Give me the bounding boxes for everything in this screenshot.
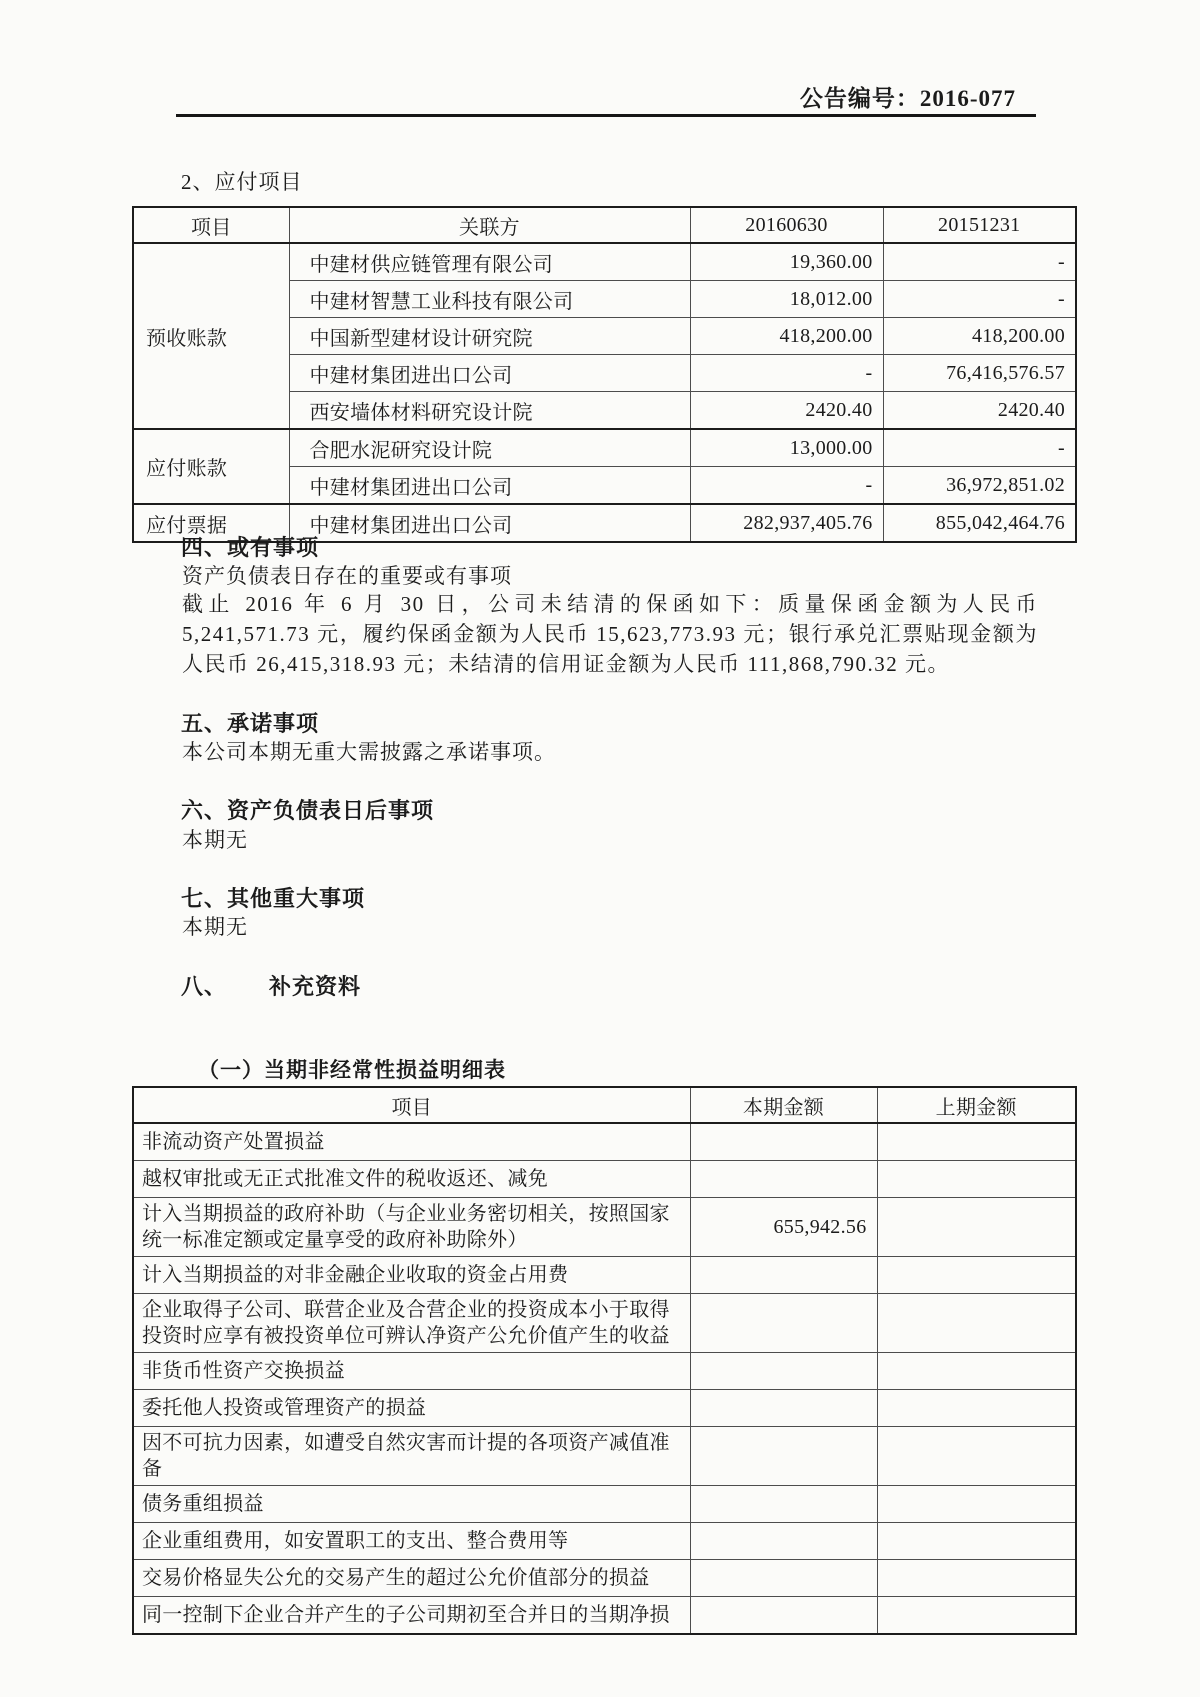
column-header: 项目 <box>133 1087 690 1123</box>
related-party-cell: 中建材集团进出口公司 <box>289 467 690 505</box>
amount-20151231-cell: - <box>883 281 1076 318</box>
section5-paragraph-1: 本公司本期无重大需披露之承诺事项。 <box>182 740 556 764</box>
current-period-amount-cell <box>690 1523 877 1560</box>
non-recurring-table-row <box>133 1161 1076 1198</box>
item-group-label: 应付票据 <box>133 504 289 542</box>
amount-20151231-cell: 76,416,576.57 <box>883 355 1076 392</box>
item-description-cell: 计入当期损益的对非金融企业收取的资金占用费 <box>133 1257 690 1294</box>
non-recurring-table-row <box>133 1198 1076 1257</box>
current-period-amount-cell <box>690 1390 877 1427</box>
non-recurring-table-row <box>133 1257 1076 1294</box>
item-description-cell: 越权审批或无正式批准文件的税收返还、减免 <box>133 1161 690 1198</box>
column-header: 上期金额 <box>877 1087 1076 1123</box>
prior-period-amount-cell <box>877 1390 1076 1427</box>
item-description-cell: 因不可抗力因素，如遭受自然灾害而计提的各项资产减值准备 <box>133 1427 690 1486</box>
amount-20160630-cell: - <box>690 355 883 392</box>
section7-paragraph-1: 本期无 <box>182 915 248 939</box>
item-description-cell: 企业重组费用，如安置职工的支出、整合费用等 <box>133 1523 690 1560</box>
amount-20151231-cell: 2420.40 <box>883 392 1076 430</box>
prior-period-amount-cell <box>877 1294 1076 1353</box>
prior-period-amount-cell <box>877 1161 1076 1198</box>
related-party-cell: 西安墙体材料研究设计院 <box>289 392 690 430</box>
header-row <box>133 1087 1076 1123</box>
section4-paragraph-2: 截止 2016 年 6 月 30 日，公司未结清的保函如下：质量保函金额为人民币 5,241,571.73 元，履约保函金额为人民币 15,623,773.93 元；银行承兑汇票贴现金额为人民币 26,415,318.93 元；未结清的信用证金额为人民币 111,868,790.32 元。 <box>182 592 1038 676</box>
current-period-amount-cell <box>690 1427 877 1486</box>
prior-period-amount-cell <box>877 1353 1076 1390</box>
header-rule <box>176 114 1036 117</box>
item-group-label: 应付账款 <box>133 429 289 504</box>
amount-20160630-cell: 418,200.00 <box>690 318 883 355</box>
amount-20160630-cell: - <box>690 467 883 505</box>
current-period-amount-cell <box>690 1486 877 1523</box>
current-period-amount-cell <box>690 1560 877 1597</box>
amount-20151231-cell: 36,972,851.02 <box>883 467 1076 505</box>
related-party-cell: 中国新型建材设计研究院 <box>289 318 690 355</box>
prior-period-amount-cell <box>877 1486 1076 1523</box>
section7-heading: 七、其他重大事项 <box>181 886 366 911</box>
amount-20151231-cell: - <box>883 243 1076 281</box>
current-period-amount-cell <box>690 1597 877 1635</box>
payables-table-row <box>133 243 1076 281</box>
non-recurring-items-table <box>132 1086 1077 1635</box>
payables-table <box>132 206 1077 543</box>
column-header: 20151231 <box>883 207 1076 243</box>
section6-heading: 六、资产负债表日后事项 <box>181 798 435 823</box>
related-party-cell: 中建材集团进出口公司 <box>289 355 690 392</box>
related-party-cell: 中建材供应链管理有限公司 <box>289 243 690 281</box>
current-period-amount-cell <box>690 1353 877 1390</box>
section4-paragraph-1: 资产负债表日存在的重要或有事项 <box>182 564 512 588</box>
doc-number: 公告编号：2016-077 <box>799 86 1016 111</box>
payables-table-row <box>133 429 1076 467</box>
non-recurring-table-body <box>133 1123 1076 1634</box>
prior-period-amount-cell <box>877 1560 1076 1597</box>
section8-number: 八、 <box>181 974 228 999</box>
related-party-cell: 合肥水泥研究设计院 <box>289 429 690 467</box>
header-row <box>133 207 1076 243</box>
prior-period-amount-cell <box>877 1198 1076 1257</box>
non-recurring-table-row <box>133 1427 1076 1486</box>
item-description-cell: 企业取得子公司、联营企业及合营企业的投资成本小于取得投资时应享有被投资单位可辨认净资产公允价值产生的收益 <box>133 1294 690 1353</box>
section6-paragraph-1: 本期无 <box>182 828 248 852</box>
payables-table-header <box>133 207 1076 243</box>
non-recurring-table-row <box>133 1560 1076 1597</box>
non-recurring-table-header <box>133 1087 1076 1123</box>
section4-heading: 四、或有事项 <box>181 535 320 560</box>
item-description-cell: 债务重组损益 <box>133 1486 690 1523</box>
item-description-cell: 同一控制下企业合并产生的子公司期初至合并日的当期净损 <box>133 1597 690 1635</box>
current-period-amount-cell <box>690 1257 877 1294</box>
prior-period-amount-cell <box>877 1427 1076 1486</box>
non-recurring-table-row <box>133 1294 1076 1353</box>
non-recurring-table-row <box>133 1486 1076 1523</box>
related-party-cell: 中建材集团进出口公司 <box>289 504 690 542</box>
payables-table-body <box>133 243 1076 542</box>
current-period-amount-cell <box>690 1161 877 1198</box>
item-description-cell: 委托他人投资或管理资产的损益 <box>133 1390 690 1427</box>
non-recurring-table-row <box>133 1597 1076 1635</box>
section8-subtitle: （一）当期非经常性损益明细表 <box>198 1058 506 1082</box>
amount-20151231-cell: 418,200.00 <box>883 318 1076 355</box>
prior-period-amount-cell <box>877 1257 1076 1294</box>
payables-section-title: 2、应付项目 <box>181 170 303 194</box>
amount-20160630-cell: 19,360.00 <box>690 243 883 281</box>
amount-20160630-cell: 18,012.00 <box>690 281 883 318</box>
item-description-cell: 交易价格显失公允的交易产生的超过公允价值部分的损益 <box>133 1560 690 1597</box>
amount-20160630-cell: 282,937,405.76 <box>690 504 883 542</box>
section5-heading: 五、承诺事项 <box>181 711 320 736</box>
amount-20151231-cell: - <box>883 429 1076 467</box>
non-recurring-table-row <box>133 1353 1076 1390</box>
section8-heading <box>181 970 361 1001</box>
section8-title: 补充资料 <box>269 974 362 999</box>
non-recurring-table-row <box>133 1123 1076 1161</box>
column-header: 20160630 <box>690 207 883 243</box>
amount-20151231-cell: 855,042,464.76 <box>883 504 1076 542</box>
item-description-cell: 非流动资产处置损益 <box>133 1123 690 1161</box>
prior-period-amount-cell <box>877 1123 1076 1161</box>
non-recurring-table-row <box>133 1523 1076 1560</box>
prior-period-amount-cell <box>877 1523 1076 1560</box>
column-header: 关联方 <box>289 207 690 243</box>
related-party-cell: 中建材智慧工业科技有限公司 <box>289 281 690 318</box>
current-period-amount-cell: 655,942.56 <box>690 1198 877 1257</box>
item-description-cell: 计入当期损益的政府补助（与企业业务密切相关，按照国家统一标准定额或定量享受的政府补助除外） <box>133 1198 690 1257</box>
item-description-cell: 非货币性资产交换损益 <box>133 1353 690 1390</box>
non-recurring-table-row <box>133 1390 1076 1427</box>
amount-20160630-cell: 2420.40 <box>690 392 883 430</box>
column-header: 项目 <box>133 207 289 243</box>
amount-20160630-cell: 13,000.00 <box>690 429 883 467</box>
column-header: 本期金额 <box>690 1087 877 1123</box>
current-period-amount-cell <box>690 1294 877 1353</box>
item-group-label: 预收账款 <box>133 243 289 429</box>
current-period-amount-cell <box>690 1123 877 1161</box>
prior-period-amount-cell <box>877 1597 1076 1635</box>
